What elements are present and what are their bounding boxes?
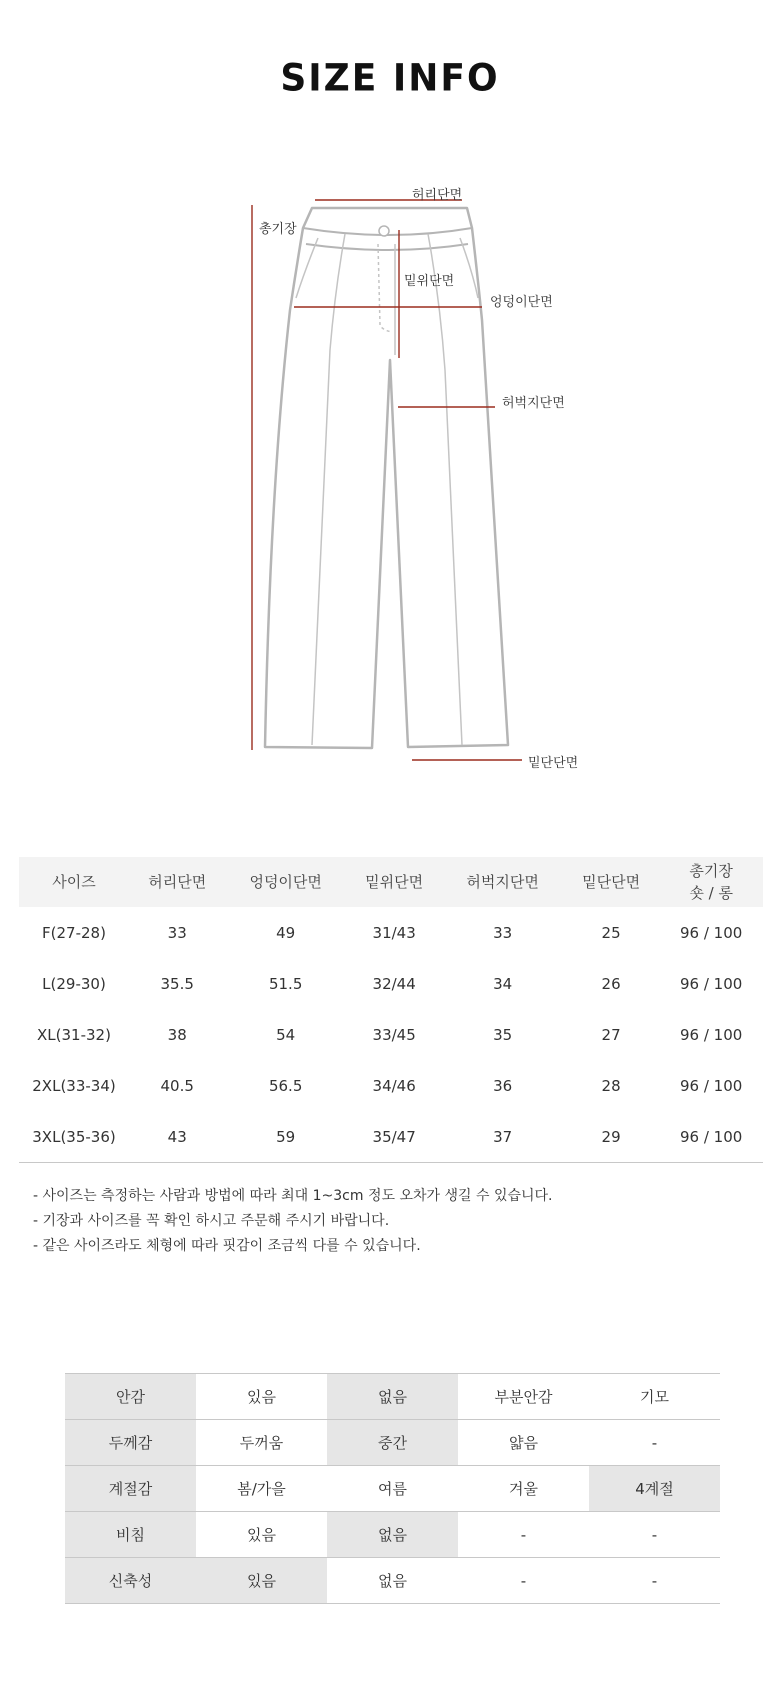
size-table-header <box>19 857 763 907</box>
pants-diagram <box>0 170 780 780</box>
feature-option: 기모 <box>589 1374 720 1420</box>
fly <box>378 244 392 332</box>
header-rise: 밑위단면 <box>346 857 442 907</box>
table-cell: 96 / 100 <box>659 1111 763 1163</box>
header-length-line1: 총기장 <box>689 862 733 880</box>
feature-option: 봄/가을 <box>196 1466 327 1512</box>
feature-option: 있음 <box>196 1374 327 1420</box>
page-title: SIZE INFO <box>280 56 500 101</box>
feature-option-selected: 없음 <box>327 1374 458 1420</box>
size-notes <box>33 1184 553 1259</box>
header-thigh: 허벅지단면 <box>442 857 563 907</box>
table-cell: 96 / 100 <box>679 923 743 942</box>
feature-option: 두꺼움 <box>196 1420 327 1466</box>
feature-option: - <box>589 1420 720 1466</box>
header-size: 사이즈 <box>19 857 129 907</box>
table-cell: 35 <box>493 1025 513 1044</box>
feature-row <box>65 1420 720 1466</box>
table-cell: 34/46 <box>372 1076 416 1095</box>
table-cell: 26 <box>601 974 621 993</box>
table-cell: 29 <box>563 1111 659 1163</box>
table-cell: 34 <box>493 974 513 993</box>
table-cell: 51.5 <box>268 974 303 993</box>
feature-option: 부분안감 <box>458 1374 589 1420</box>
feature-label: 계절감 <box>65 1466 196 1512</box>
feature-option: - <box>458 1512 589 1558</box>
table-row <box>19 1060 763 1111</box>
hip-label: 엉덩이단면 <box>490 295 553 310</box>
table-cell: 32/44 <box>372 974 416 993</box>
feature-option: 있음 <box>196 1512 327 1558</box>
feature-label: 신축성 <box>65 1558 196 1604</box>
waist-label: 허리단면 <box>412 188 463 203</box>
feature-option: 여름 <box>327 1466 458 1512</box>
table-cell: 96 / 100 <box>679 1025 743 1044</box>
note-item: - 사이즈는 측정하는 사람과 방법에 따라 최대 1~3cm 정도 오차가 생길 수 있습니다. <box>33 1188 553 1204</box>
table-cell: 54 <box>276 1025 296 1044</box>
table-row <box>19 1009 763 1060</box>
table-cell: 33/45 <box>372 1025 416 1044</box>
table-cell: 25 <box>601 923 621 942</box>
table-row <box>19 907 763 958</box>
left-pleat <box>312 234 345 745</box>
note-item: - 기장과 사이즈를 꼭 확인 하시고 주문해 주시기 바랍니다. <box>33 1213 390 1229</box>
waistband-bottom <box>306 244 468 250</box>
table-cell: F(27-28) <box>42 923 106 942</box>
feature-option-selected: 4계절 <box>589 1466 720 1512</box>
table-cell: 3XL(35-36) <box>19 1111 129 1163</box>
table-cell: 56.5 <box>268 1076 303 1095</box>
table-cell: 40.5 <box>160 1076 194 1095</box>
feature-label: 두께감 <box>65 1420 196 1466</box>
feature-option: 겨울 <box>458 1466 589 1512</box>
table-cell: XL(31-32) <box>37 1025 111 1044</box>
rise-label: 밑위단면 <box>404 274 455 289</box>
pants-illustration <box>0 170 780 780</box>
feature-option: - <box>589 1512 720 1558</box>
table-cell: 35.5 <box>160 974 194 993</box>
hem-label: 밑단단면 <box>528 756 579 771</box>
table-cell: 36 <box>493 1076 513 1095</box>
feature-row <box>65 1374 720 1420</box>
feature-option: - <box>589 1558 720 1604</box>
table-cell: 33 <box>167 923 187 942</box>
feature-option-selected: 중간 <box>327 1420 458 1466</box>
table-cell: 38 <box>167 1025 187 1044</box>
table-cell: 43 <box>129 1111 225 1163</box>
table-cell: 2XL(33-34) <box>32 1076 116 1095</box>
feature-option: 없음 <box>327 1558 458 1604</box>
header-hem: 밑단단면 <box>563 857 659 907</box>
table-cell: 31/43 <box>372 923 416 942</box>
button <box>379 226 389 236</box>
table-cell: 28 <box>601 1076 621 1095</box>
feature-option: 얇음 <box>458 1420 589 1466</box>
table-cell: 96 / 100 <box>679 974 743 993</box>
table-cell: 59 <box>225 1111 346 1163</box>
right-pleat <box>428 234 462 745</box>
feature-option-selected: 있음 <box>196 1558 327 1604</box>
feature-row <box>65 1558 720 1604</box>
table-cell: 49 <box>276 923 296 942</box>
header-length <box>659 857 763 907</box>
table-cell: 35/47 <box>346 1111 442 1163</box>
table-row <box>19 1111 763 1163</box>
feature-label: 비침 <box>65 1512 196 1558</box>
size-table <box>19 857 763 1163</box>
header-waist: 허리단면 <box>129 857 225 907</box>
table-cell: L(29-30) <box>42 974 106 993</box>
note-item: - 같은 사이즈라도 체형에 따라 핏감이 조금씩 다를 수 있습니다. <box>33 1238 421 1254</box>
feature-option: - <box>458 1558 589 1604</box>
table-cell: 96 / 100 <box>679 1076 743 1095</box>
header-length-line2: 숏 / 롱 <box>689 884 733 902</box>
table-cell: 33 <box>493 923 513 942</box>
pants-outline <box>265 208 508 748</box>
table-cell: 37 <box>442 1111 563 1163</box>
feature-label: 안감 <box>65 1374 196 1420</box>
feature-row <box>65 1512 720 1558</box>
table-cell: 27 <box>601 1025 621 1044</box>
feature-row <box>65 1466 720 1512</box>
feature-option-selected: 없음 <box>327 1512 458 1558</box>
total-length-label: 총기장 <box>259 222 297 237</box>
header-hip: 엉덩이단면 <box>225 857 346 907</box>
table-row <box>19 958 763 1009</box>
feature-table <box>65 1373 720 1604</box>
thigh-label: 허벅지단면 <box>502 396 565 411</box>
